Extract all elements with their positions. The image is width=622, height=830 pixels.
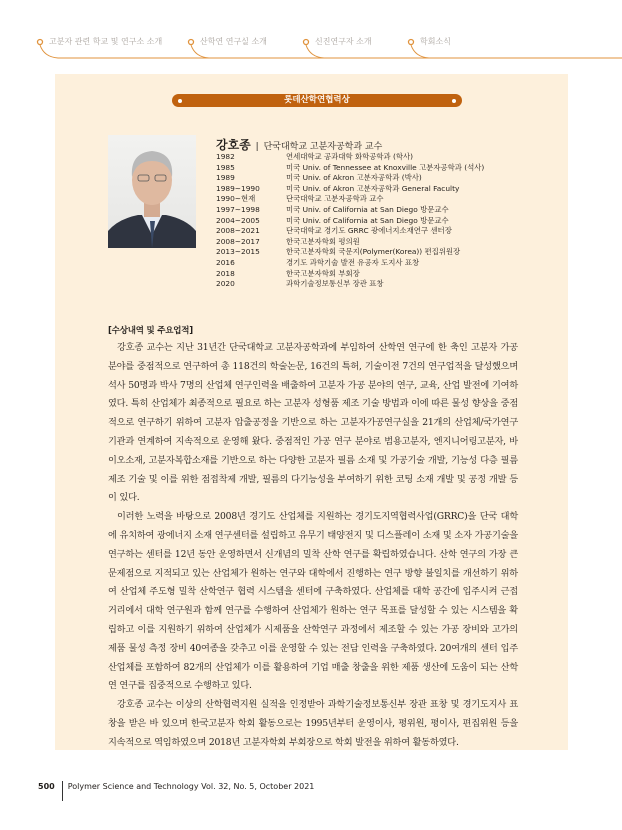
career-year: 1989~1990: [216, 183, 260, 193]
nav-item-schools[interactable]: 고분자 관련 학교 및 연구소 소개: [49, 37, 163, 46]
nav-item-researchers[interactable]: 신진연구자 소개: [315, 37, 372, 46]
career-row: [216, 194, 484, 205]
award-banner: [172, 94, 462, 107]
career-desc: 미국 Univ. of Akron 고분자공학과 (박사): [286, 173, 422, 183]
career-year: 2013~2015: [216, 247, 260, 257]
career-row: [216, 152, 484, 163]
career-desc: 한국고분자학회 부회장: [286, 268, 360, 278]
career-row: [216, 226, 484, 237]
profile-photo: [108, 135, 196, 248]
career-row: [216, 205, 484, 216]
banner-dot-icon: [178, 99, 182, 103]
career-row: [216, 163, 484, 174]
career-desc: 단국대학교 경기도 GRRC 광에너지소재연구 센터장: [286, 226, 452, 236]
nav-bullet-icon: [304, 40, 309, 45]
career-year: 2020: [216, 279, 235, 289]
achievements-paragraph: 이러한 노력을 바탕으로 2008년 경기도 산업체를 지원하는 경기도지역협력사업(GRRC)을 단국 대학에 유치하여 광에너지 소재 연구센터를 설립하고 유무기 태양전지 및 디스플레이 소재 및 소자 가공기술을 연구하는 센터를 12년 동안 운영하면서 신개념의 밀착 산학 연구를 확립하였습니다. 산학 연구의 가장 큰 문제점으로 지적되고 있는 산업체가 원하는 연구와 대학에서 진행하는 연구 방향 불일치를 개선하기 위하여 산업체 주도형 밀착 산학연구 협력 시스템을 센터에 구축하였다. 산업체를 대학 공간에 입주시켜 근접 거리에서 대학 연구원과 함께 연구를 수행하여 산업체가 원하는 연구 목표를 달성할 수 있는 시스템을 확립하고 이를 지원하기 위하여 산업체가 시제품을 산학연구 과정에서 제조할 수 있는 가공 장비와 고가의 제품 물성 측정 장비 40여종을 갖추고 이를 운영할 수 있는 전담 인력을 구축하였다. 20여개의 센터 입주 산업체를 포함하여 82개의 산업체가 이를 활용하여 기업 매출 창출을 위한 제품 생산에 도움이 되는 산학연 연구를 집중적으로 수행하고 있다.: [108, 511, 518, 692]
page-number: 500: [38, 782, 55, 791]
career-year: 1982: [216, 152, 235, 161]
career-list: [216, 152, 484, 290]
achievements-section: [108, 323, 518, 753]
award-title: 롯데산학연협력상: [284, 95, 350, 105]
career-desc: 연세대학교 공과대학 화학공학과 (학사): [286, 152, 414, 161]
profile-affiliation: 단국대학교 고분자공학과 교수: [263, 142, 383, 152]
career-row: [216, 184, 484, 195]
profile-name: 강호종: [216, 138, 251, 152]
career-year: 2008~2021: [216, 226, 260, 236]
footer-divider: [62, 781, 63, 801]
page-footer: [38, 782, 314, 801]
career-year: 1990~현재: [216, 194, 256, 204]
career-desc: 한국고분자학회 평의원: [286, 236, 360, 246]
career-row: [216, 258, 484, 269]
career-year: 2008~2017: [216, 236, 260, 246]
career-year: 1989: [216, 173, 235, 183]
career-year: 1985: [216, 162, 235, 172]
nav-bullet-icon: [38, 40, 43, 45]
career-desc: 한국고분자학회 국문지(Polymer(Korea)) 편집위원장: [286, 247, 461, 257]
journal-citation: Polymer Science and Technology Vol. 32, No. 5, October 2021: [67, 782, 315, 791]
profile-heading: 강호종 | 단국대학교 고분자공학과 교수: [216, 138, 383, 152]
career-row: [216, 216, 484, 227]
nav-item-labs[interactable]: 산학연 연구실 소개: [200, 37, 267, 46]
career-row: [216, 279, 484, 290]
career-desc: 단국대학교 고분자공학과 교수: [286, 194, 384, 204]
career-year: 1997~1998: [216, 204, 260, 214]
career-year: 2018: [216, 268, 235, 278]
achievements-paragraph: 강호종 교수는 이상의 산학협력지원 실적을 인정받아 과학기술정보통신부 장관 표창 및 경기도지사 표창을 받은 바 있으며 한국고분자 학회 활동으로는 1995년부터 운영이사, 평위원, 평이사, 편집위원 등을 지속적으로 역임하였으며 2018년 고분자학회 부회장으로 학회 발전을 위하여 활동하였다.: [108, 699, 518, 748]
career-year: 2004~2005: [216, 215, 260, 225]
career-desc: 미국 Univ. of Tennessee at Knoxville 고분자공학과 (석사): [286, 162, 485, 172]
career-desc: 경기도 과학기술 발전 유공자 도지사 표창: [286, 257, 420, 267]
career-year: 2016: [216, 257, 235, 267]
career-row: [216, 269, 484, 280]
career-row: [216, 247, 484, 258]
career-desc: 미국 Univ. of California at San Diego 방문교수: [286, 215, 449, 225]
section-nav: [0, 0, 622, 70]
achievements-paragraph: 강호종 교수는 지난 31년간 단국대학교 고분자공학과에 부임하여 산학연 연구에 한 축인 고분자 가공 분야를 중점적으로 연구하여 총 118건의 학술논문, 16건의 특허, 기술이전 7건의 연구업적을 달성했으며 석사 50명과 박사 7명의 산업체 연구인력을 배출하여 고분자 가공 분야의 연구, 교육, 산업 발전에 기여하였다. 특히 산업체가 최종적으로 필요로 하는 고분자 성형품 제조 기술 방법과 이에 따른 물성 향상을 중점적으로 연구하기 위하여 고분자 압출공정을 기반으로 하는 고분자가공연구실을 21개의 산업체/국가연구기관과 연계하여 지속적으로 운영해 왔다. 중점적인 가공 연구 분야로 범용고분자, 엔지니어링고분자, 바이오소재, 고분자복합소재를 기반으로 하는 다양한 고분자 필름 소재 및 가공기술 개발, 기능성 다층 필름 제조 기술 및 이를 위한 점접착제 개발, 필름의 다기능성을 부여하기 위한 코팅 소재 개발 및 공정 개발 등이 있다.: [108, 342, 518, 504]
career-desc: 미국 Univ. of Akron 고분자공학과 General Faculty: [286, 183, 460, 193]
banner-dot-icon: [452, 99, 456, 103]
nav-item-news[interactable]: 학회소식: [420, 37, 451, 46]
career-row: [216, 237, 484, 248]
career-desc: 미국 Univ. of California at San Diego 방문교수: [286, 204, 449, 214]
nav-connector-lines: [0, 0, 622, 70]
career-row: [216, 173, 484, 184]
achievements-heading: [수상내역 및 주요업적]: [108, 326, 193, 336]
career-desc: 과학기술정보통신부 장관 표창: [286, 279, 384, 289]
nav-bullet-icon: [409, 40, 414, 45]
nav-bullet-icon: [189, 40, 194, 45]
